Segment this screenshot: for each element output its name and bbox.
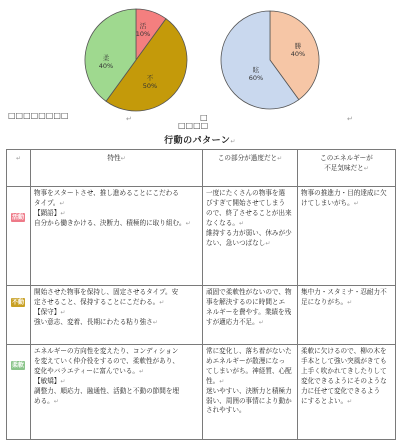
row-badge-cell [7, 286, 31, 345]
behavior-pattern-table [6, 149, 396, 440]
trait-cell: エネルギーの方向性を変えたり、コンディション を変えていく仲介役をするので、柔軟性があり、 変化やバラエティーに富んでいる。↵ 【敏矯】↵ 調整力、順応力、融通性、活動と不動の節間を埋 める。↵ [31, 345, 203, 440]
pie-slice-value-label: 40% [290, 50, 306, 58]
placeholder-glyph-middle: □ [200, 113, 208, 122]
pie-slice-label: 眩 [252, 66, 260, 74]
pie-slice-value-label: 60% [248, 74, 264, 82]
trait-cell: 開始させた物事を保持し、固定させるタイプ。安 定させること、保持することにこだわる。↵ 【保守】↵ 強い意志、変着、長期にわたる粘り強さ↵ [31, 286, 203, 345]
page-title [0, 133, 400, 146]
deficit-cell: 集中力・スタミナ・忍耐力不 足になりがち。↵ [298, 286, 396, 345]
table-row [7, 345, 396, 440]
trait-cell: 物事をスタートさせ、推し進めることにこだわる タイプ。↵ 【顕語】↵ 自分から働きかける、決断力、積極的に取り組む。↵ [31, 187, 203, 286]
title-paragraph-mark: ↵ [230, 138, 236, 145]
excess-cell: 頑固で柔軟性がないので、物 事を解決するのに時間とエ ネルギーを費やす。業績を残 すが適応力不足。↵ [203, 286, 298, 345]
page-title-text: 行動のパターン [164, 136, 231, 146]
excess-cell: 一度にたくさんの物事を選 びすぎて開始させてしまう ので、終了させることが出来 なくなる。↵ 維持する力が弱い、休みが少 ない、急いつばなし↵ [203, 187, 298, 286]
pie-chart-2 [221, 11, 319, 109]
row-badge-cell [7, 345, 31, 440]
pie-slice-label: 活 [139, 22, 147, 30]
placeholder-glyphs-middle-row: □□□□ [178, 121, 209, 130]
anchor-mark-left: ↵ [126, 115, 132, 123]
excess-cell: 常に変化し、落ち着がないた めエネルギーが散漫になっ てしまいがち。神経質、心配 性。↵ 迷いやすい、決断力と積極力 弱い、周囲の事情により動か されやすい。 [203, 345, 298, 440]
cardinal-badge: 活動 [12, 214, 25, 221]
deficit-cell: 物事の推進力・目的達成に欠 けてしまいがち。↵ [298, 187, 396, 286]
fixed-badge: 不動 [12, 299, 25, 306]
placeholder-glyphs-left: □□□□□□□□ [8, 111, 69, 120]
header-cell-excess: この部分が過度だと↵ [203, 150, 298, 187]
pie-slice-value-label: 50% [142, 82, 158, 90]
deficit-cell: 柔軟に欠けるので、柳の木を 手本として強い突風がきても 上手く吹かれてきしたりして 変化できるようにそのような 力に任せて変化できるよう にするとよい。↵ [298, 345, 396, 440]
pie-chart-1 [85, 9, 187, 111]
row-badge-cell [7, 187, 31, 286]
pie-slice-label: 不 [146, 74, 154, 82]
pie-slice-label: 勝 [294, 42, 302, 50]
header-cell-blank: ↵ [7, 150, 31, 187]
anchor-mark-right: ↵ [347, 115, 353, 123]
pie-slice-value-label: 40% [98, 62, 114, 70]
pie-slice-label: 柔 [102, 54, 110, 62]
header-cell-trait: 特性↵ [31, 150, 203, 187]
pie-slice-value-label: 10% [135, 30, 151, 38]
table-row [7, 187, 396, 286]
table-row [7, 286, 396, 345]
header-cell-deficit: このエネルギーが 不足気味だと↵ [298, 150, 396, 187]
table-header-row [7, 150, 396, 187]
mutable-badge: 柔軟 [12, 362, 25, 369]
